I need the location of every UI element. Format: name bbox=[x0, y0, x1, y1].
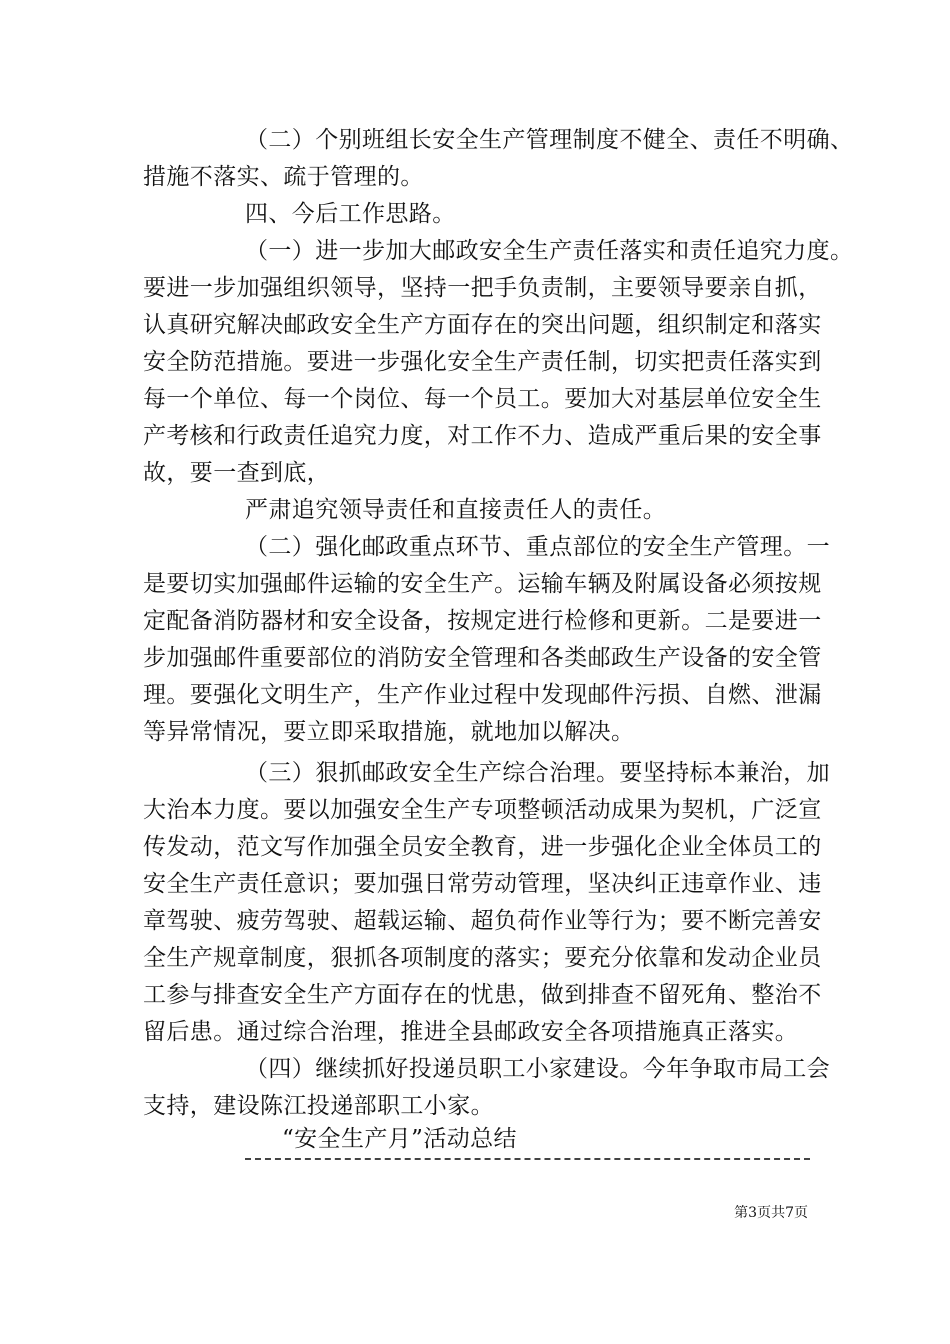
text-line: （三）狠抓邮政安全生产综合治理。要坚持标本兼治，加 bbox=[245, 760, 830, 786]
text-line: 大治本力度。要以加强安全生产专项整顿活动成果为契机，广泛宣 bbox=[143, 797, 822, 823]
text-line: 每一个单位、每一个岗位、每一个员工。要加大对基层单位安全生 bbox=[143, 386, 822, 412]
text-line: 认真研究解决邮政安全生产方面存在的突出问题，组织制定和落实 bbox=[143, 312, 822, 338]
text-line: （一）进一步加大邮政安全生产责任落实和责任追究力度。 bbox=[245, 238, 854, 264]
text-line: 支持，建设陈江投递部职工小家。 bbox=[143, 1093, 494, 1119]
text-line: 严肃追究领导责任和直接责任人的责任。 bbox=[245, 497, 667, 523]
page-number: 第3页共7页 bbox=[734, 1205, 808, 1221]
dashed-divider bbox=[245, 1158, 810, 1160]
text-line: 传发动，范文写作加强全员安全教育，进一步强化企业全体员工的 bbox=[143, 834, 822, 860]
text-line: 等异常情况，要立即采取措施，就地加以解决。 bbox=[143, 719, 635, 745]
text-line: 要进一步加强组织领导，坚持一把手负责制，主要领导要亲自抓， bbox=[143, 275, 822, 301]
text-line: 安全生产责任意识；要加强日常劳动管理，坚决纠正违章作业、违 bbox=[143, 871, 822, 897]
text-line: 全生产规章制度，狠抓各项制度的落实；要充分依靠和发动企业员 bbox=[143, 945, 822, 971]
text-line: （二）个别班组长安全生产管理制度不健全、责任不明确、 bbox=[245, 127, 854, 153]
text-line: 措施不落实、疏于管理的。 bbox=[143, 164, 424, 190]
text-line: 定配备消防器材和安全设备，按规定进行检修和更新。二是要进一 bbox=[143, 608, 822, 634]
text-line: 工参与排查安全生产方面存在的忧患，做到排查不留死角、整治不 bbox=[143, 982, 822, 1008]
text-line: 留后患。通过综合治理，推进全县邮政安全各项措施真正落实。 bbox=[143, 1019, 799, 1045]
text-line: 是要切实加强邮件运输的安全生产。运输车辆及附属设备必须按规 bbox=[143, 571, 822, 597]
text-line: （二）强化邮政重点环节、重点部位的安全生产管理。一 bbox=[245, 534, 830, 560]
document-title: “安全生产月”活动总结 bbox=[282, 1126, 517, 1152]
section-heading: 四、今后工作思路。 bbox=[245, 201, 456, 227]
text-line: 理。要强化文明生产，生产作业过程中发现邮件污损、自燃、泄漏 bbox=[143, 682, 822, 708]
text-line: 章驾驶、疲劳驾驶、超载运输、超负荷作业等行为；要不断完善安 bbox=[143, 908, 822, 934]
text-line: （四）继续抓好投递员职工小家建设。今年争取市局工会 bbox=[245, 1056, 830, 1082]
text-line: 产考核和行政责任追究力度，对工作不力、造成严重后果的安全事 bbox=[143, 423, 822, 449]
text-line: 步加强邮件重要部位的消防安全管理和各类邮政生产设备的安全管 bbox=[143, 645, 822, 671]
text-line: 故，要一查到底， bbox=[143, 460, 331, 486]
text-line: 安全防范措施。要进一步强化安全生产责任制，切实把责任落实到 bbox=[143, 349, 822, 375]
